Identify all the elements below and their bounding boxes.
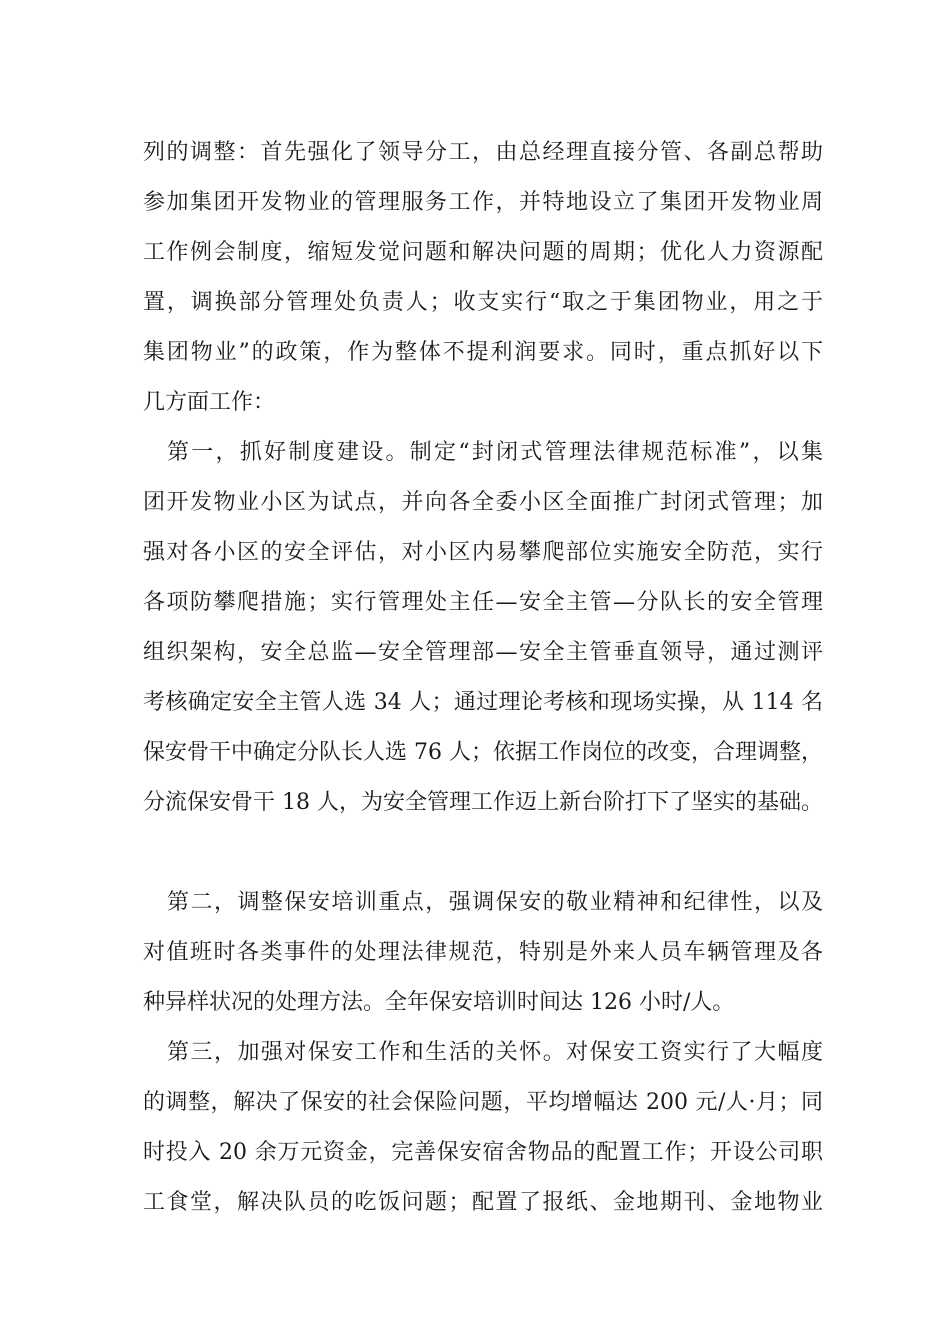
paragraph-first-line: 第一，抓好制度建设。制定“封闭式管理法律规范标准”，以集 [167,440,823,465]
paragraph-first-line: 第三，加强对保安工作和生活的关怀。对保安工资实行了大幅度 [167,1040,823,1065]
text-line: 团开发物业小区为试点，并向各全委小区全面推广封闭式管理；加 [143,490,823,515]
text-line: 强对各小区的安全评估，对小区内易攀爬部位实施安全防范，实行 [143,540,823,565]
text-line: 种异样状况的处理方法。全年保安培训时间达 126 小时/人。 [143,990,735,1015]
text-line: 列的调整：首先强化了领导分工，由总经理直接分管、各副总帮助 [143,140,823,165]
text-line: 时投入 20 余万元资金，完善保安宿舍物品的配置工作；开设公司职 [143,1140,823,1165]
text-line: 几方面工作： [143,390,276,415]
text-line: 保安骨干中确定分队长人选 76 人；依据工作岗位的改变，合理调整， [143,740,823,765]
text-line: 对值班时各类事件的处理法律规范，特别是外来人员车辆管理及各 [143,940,823,965]
text-line: 考核确定安全主管人选 34 人；通过理论考核和现场实操，从 114 名 [143,690,823,715]
text-line: 集团物业”的政策，作为整体不提利润要求。同时，重点抓好以下 [143,340,823,365]
text-line: 工作例会制度，缩短发觉问题和解决问题的周期；优化人力资源配 [143,240,823,265]
text-line: 各项防攀爬措施；实行管理处主任—安全主管—分队长的安全管理 [143,590,823,615]
text-line: 置，调换部分管理处负责人；收支实行“取之于集团物业，用之于 [143,290,823,315]
text-line: 的调整，解决了保安的社会保险问题，平均增幅达 200 元/人·月；同 [143,1090,823,1115]
text-line: 组织架构，安全总监—安全管理部—安全主管垂直领导，通过测评 [143,640,823,665]
text-line: 参加集团开发物业的管理服务工作，并特地设立了集团开发物业周 [143,190,823,215]
paragraph-first-line: 第二，调整保安培训重点，强调保安的敬业精神和纪律性，以及 [167,890,823,915]
text-line: 工食堂，解决队员的吃饭问题；配置了报纸、金地期刊、金地物业 [143,1190,823,1215]
text-line: 分流保安骨干 18 人，为安全管理工作迈上新台阶打下了坚实的基础。 [143,790,823,815]
